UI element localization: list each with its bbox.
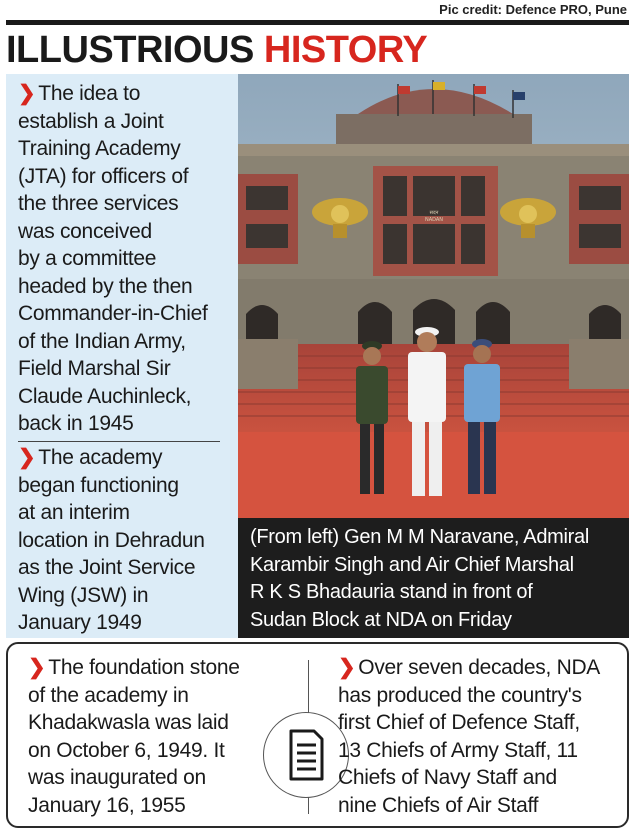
- left-paragraph-2: [18, 444, 205, 637]
- text-line: of the academy in: [28, 683, 189, 707]
- text-line: Field Marshal Sir: [18, 357, 171, 380]
- text-line: Wing (JSW) in: [18, 583, 149, 607]
- headline: [6, 28, 427, 72]
- text-line: on October 6, 1949. It: [28, 738, 225, 762]
- text-line: by a committee: [18, 247, 157, 270]
- text-line: Claude Auchinleck,: [18, 384, 192, 408]
- text-line: Training Academy: [18, 137, 181, 160]
- text-line: Over seven decades, NDA: [358, 656, 601, 679]
- text-line: at an interim: [18, 501, 130, 524]
- text-line: as the Joint Service: [18, 556, 196, 579]
- caption-line: (From left) Gen M M Naravane, Admiral: [250, 526, 589, 548]
- photo-caption: [250, 524, 624, 634]
- bottom-info-panel: [6, 642, 629, 828]
- text-line: The foundation stone: [48, 656, 240, 679]
- text-line: (JTA) for officers of: [18, 164, 189, 188]
- text-line: of the Indian Army,: [18, 329, 186, 353]
- red-chevron-icon: ❯: [18, 446, 36, 469]
- text-line: Chiefs of Navy Staff and: [338, 766, 557, 789]
- photo-caption-box: [238, 518, 629, 638]
- text-line: January 16, 1955: [28, 793, 186, 817]
- text-line: back in 1945: [18, 412, 134, 435]
- headline-part-1: ILLUSTRIOUS: [6, 29, 254, 71]
- text-line: 13 Chiefs of Army Staff, 11: [338, 738, 578, 762]
- caption-line: Sudan Block at NDA on Friday: [250, 608, 512, 631]
- sudan-block-illustration: [238, 74, 629, 518]
- text-line: nine Chiefs of Air Staff: [338, 793, 539, 817]
- headline-part-2: HISTORY: [263, 29, 428, 71]
- text-line: was conceived: [18, 219, 152, 243]
- caption-line: Karambir Singh and Air Chief Marshal: [250, 553, 574, 576]
- text-line: location in Dehradun: [18, 528, 205, 552]
- bottom-paragraph-1: [28, 654, 240, 819]
- paragraph-divider: [18, 441, 220, 442]
- text-line: Commander-in-Chief: [18, 302, 208, 325]
- text-line: The idea to: [38, 82, 141, 105]
- text-line: the three services: [18, 192, 179, 215]
- nda-photo: [238, 74, 629, 518]
- red-chevron-icon: ❯: [338, 656, 356, 679]
- text-line: January 1949: [18, 611, 142, 634]
- text-line: Khadakwasla was laid: [28, 711, 229, 734]
- text-line: headed by the then: [18, 274, 193, 298]
- text-line: establish a Joint: [18, 109, 164, 133]
- text-line: first Chief of Defence Staff,: [338, 711, 580, 734]
- left-paragraph-1: [18, 80, 208, 438]
- text-line: began functioning: [18, 473, 179, 497]
- caption-line: R K S Bhadauria stand in front of: [250, 581, 533, 603]
- photo-credit: Pic credit: Defence PRO, Pune: [439, 2, 627, 17]
- building-sign: NADAN: [424, 217, 444, 223]
- document-icon-circle: [263, 712, 349, 798]
- text-line: was inaugurated on: [28, 766, 206, 789]
- text-line: The academy: [38, 446, 163, 469]
- red-chevron-icon: ❯: [28, 656, 46, 679]
- document-icon: [264, 713, 348, 797]
- text-line: has produced the country's: [338, 683, 582, 707]
- bottom-paragraph-2: [338, 654, 600, 819]
- top-rule: [6, 20, 629, 25]
- red-chevron-icon: ❯: [18, 82, 36, 105]
- building-sign-hindi: सदन: [429, 210, 439, 216]
